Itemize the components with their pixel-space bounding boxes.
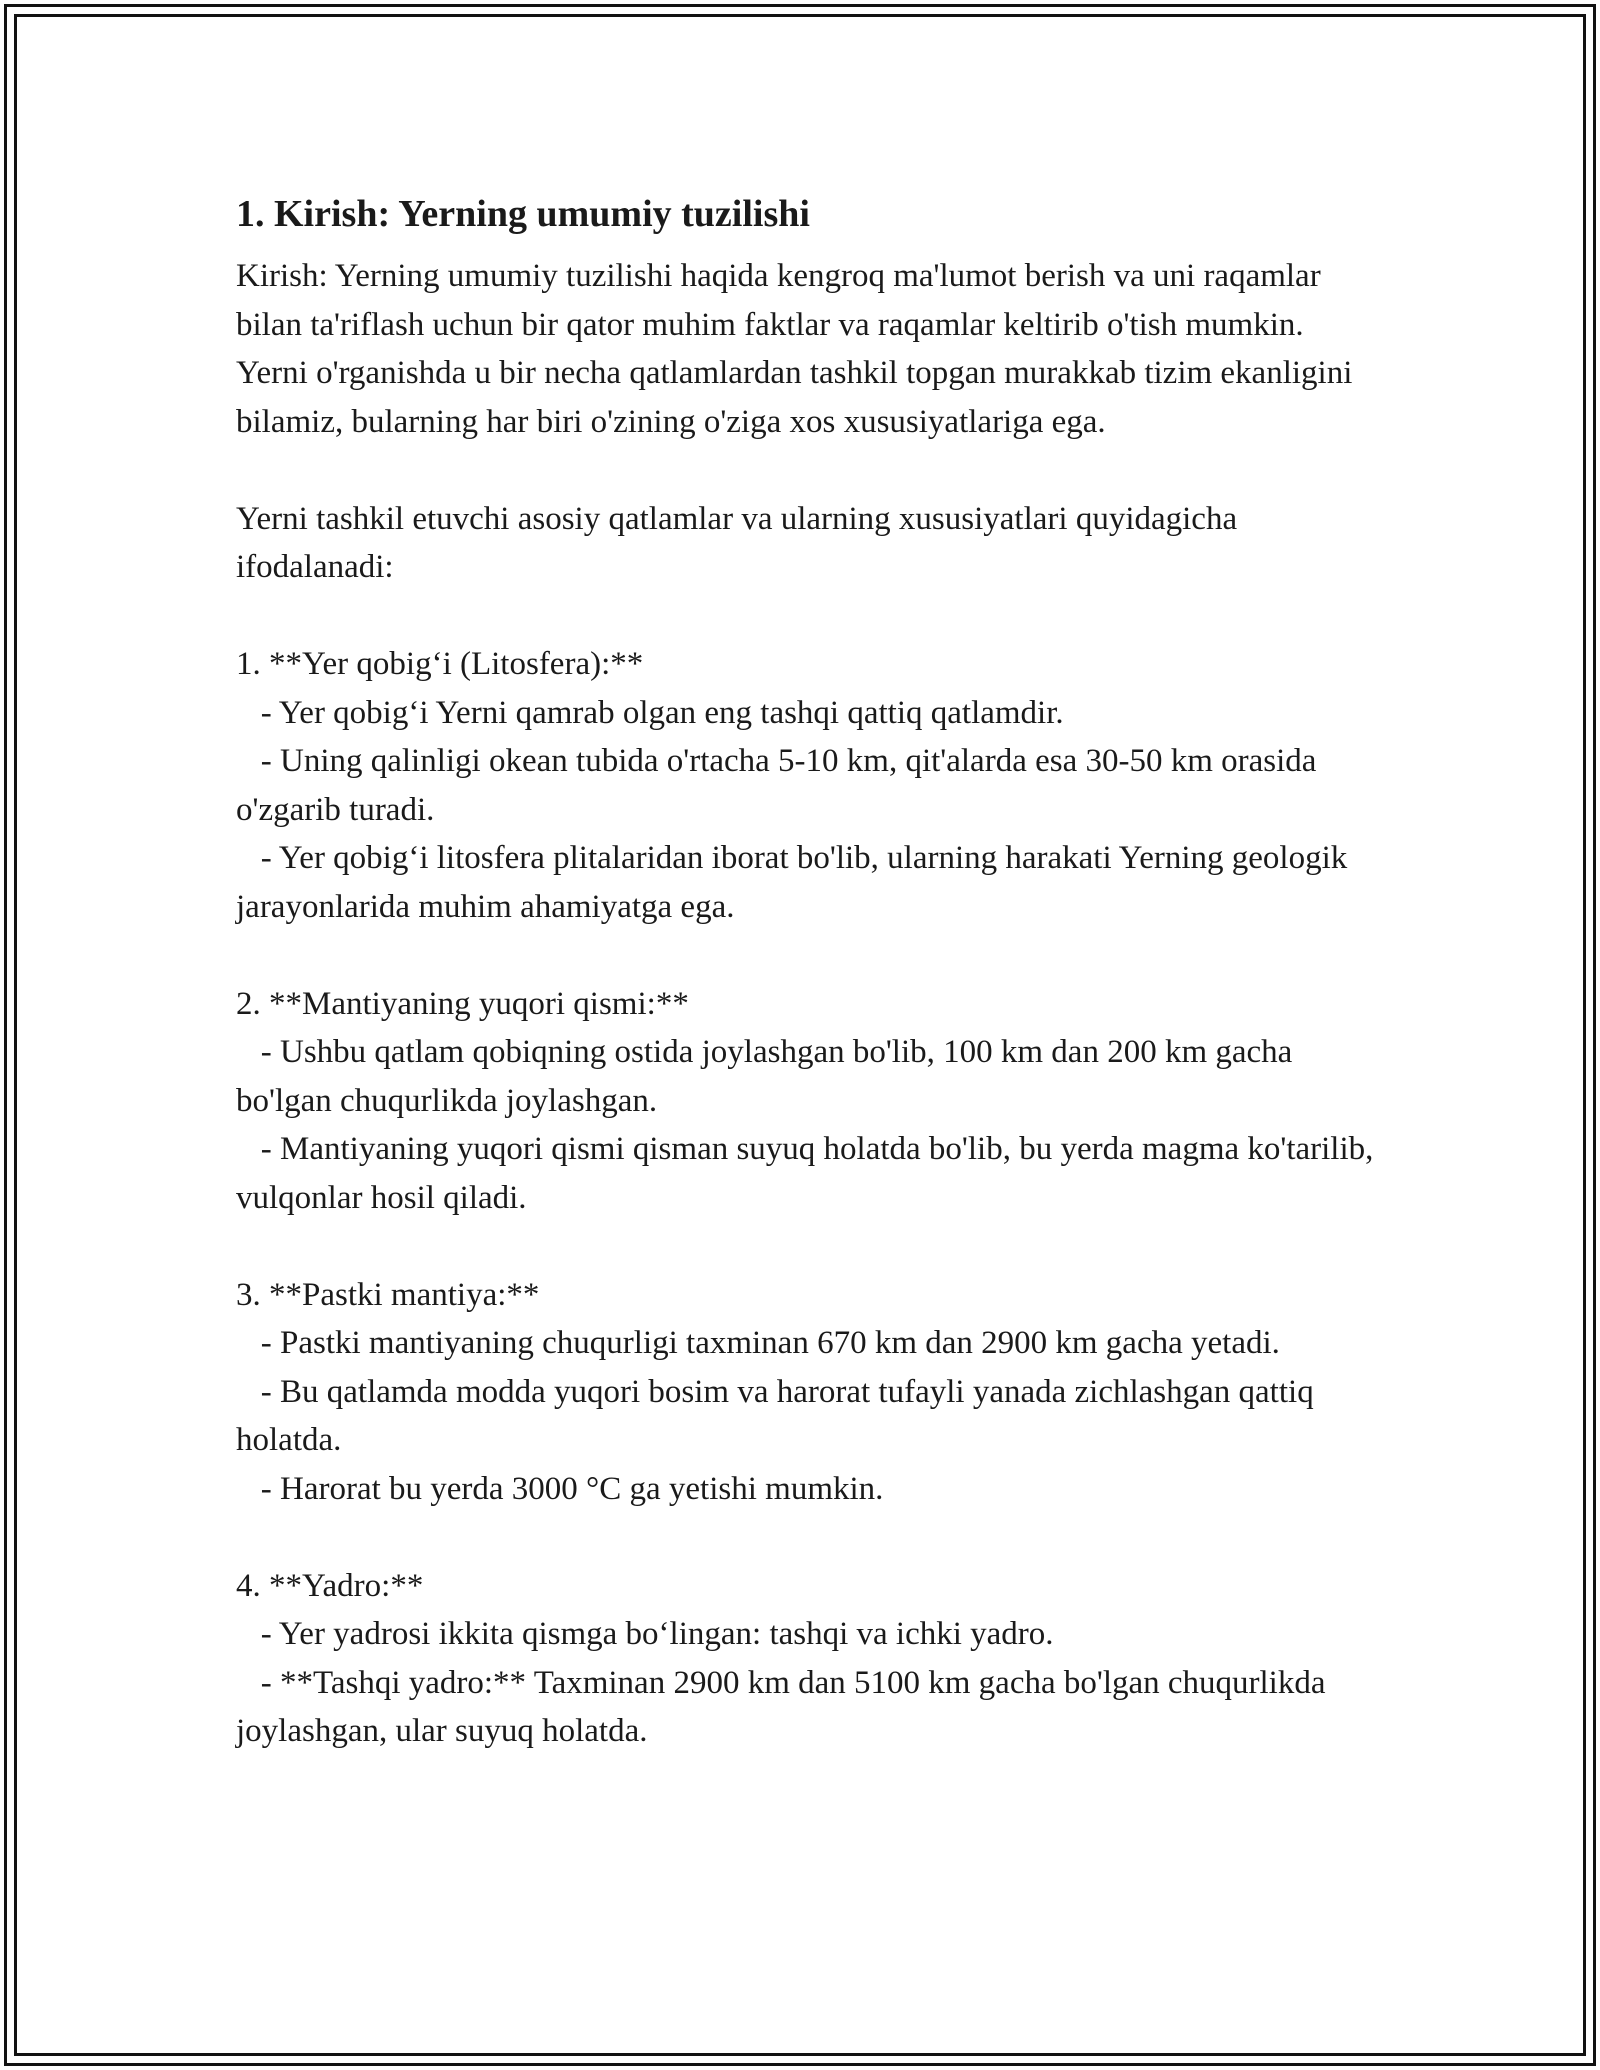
list-item: - Yer qobig‘i litosfera plitalaridan iborat bo'lib, ularning harakati Yerning geologik jarayonlarida muhim ahamiyatga ega. — [236, 840, 1356, 925]
list-item: - Uning qalinligi okean tubida o'rtacha 5-10 km, qit'alarda esa 30-50 km orasida o'zgarib turadi. — [236, 743, 1325, 828]
paragraph-spacer — [236, 1222, 1376, 1271]
list-item: - Yer qobig‘i Yerni qamrab olgan eng tashqi qattiq qatlamdir. — [236, 694, 1064, 731]
layers-intro-paragraph: Yerni tashkil etuvchi asosiy qatlamlar va ularning xususiyatlari quyidagicha ifodalanadi: — [236, 500, 1246, 585]
list-item: - Harorat bu yerda 3000 °C ga yetishi mumkin. — [236, 1470, 884, 1507]
list-item: - Yer yadrosi ikkita qismga bo‘lingan: tashqi va ichki yadro. — [236, 1616, 1054, 1652]
list-item: - Mantiyaning yuqori qismi qisman suyuq holatda bo'lib, bu yerda magma ko'tarilib, vulqonlar hosil qiladi. — [236, 1131, 1382, 1216]
intro-paragraph: Kirish: Yerning umumiy tuzilishi haqida kengroq ma'lumot berish va uni raqamlar bilan ta'riflash uchun bir qator muhim faktlar va raqamlar keltirib o'tish mumkin. Yerni o'rganishda u bir necha qatlamlardan tashkil topgan murakkab tizim ekanligini bilamiz, bularning har biri o'zining o'ziga xos xususiyatlariga ega. — [236, 258, 1361, 440]
section-heading: 1. Kirish: Yerning umumiy tuzilishi — [236, 193, 810, 235]
section-title: 1. **Yer qobig‘i (Litosfera):** — [236, 646, 644, 682]
list-item: - Bu qatlamda modda yuqori bosim va harorat tufayli yanada zichlashgan qattiq holatda. — [236, 1373, 1322, 1458]
list-item: - **Tashqi yadro:** Taxminan 2900 km dan 5100 km gacha bo'lgan chuqurlikda joylashgan, ular suyuq holatda. — [236, 1664, 1334, 1749]
layer-section-upper-mantle — [236, 980, 1382, 1223]
section-title: 3. **Pastki mantiya:** — [236, 1276, 540, 1313]
section-title: 4. **Yadro:** — [236, 1567, 424, 1604]
paragraph-spacer — [236, 592, 1376, 641]
layer-section-lower-mantle — [236, 1271, 1376, 1514]
paragraph-spacer — [236, 446, 1376, 495]
document-body — [236, 180, 1382, 1756]
section-title: 2. **Mantiyaning yuqori qismi:** — [236, 985, 689, 1022]
list-item: - Pastki mantiyaning chuqurligi taxminan 670 km dan 2900 km gacha yetadi. — [236, 1325, 1280, 1361]
list-item: - Ushbu qatlam qobiqning ostida joylashgan bo'lib, 100 km dan 200 km gacha bo'lgan chuqurlikda joylashgan. — [236, 1034, 1301, 1119]
layer-section-core — [236, 1562, 1376, 1756]
layer-section-crust — [236, 640, 1376, 931]
paragraph-spacer — [236, 1513, 1376, 1562]
paragraph-spacer — [236, 931, 1376, 980]
